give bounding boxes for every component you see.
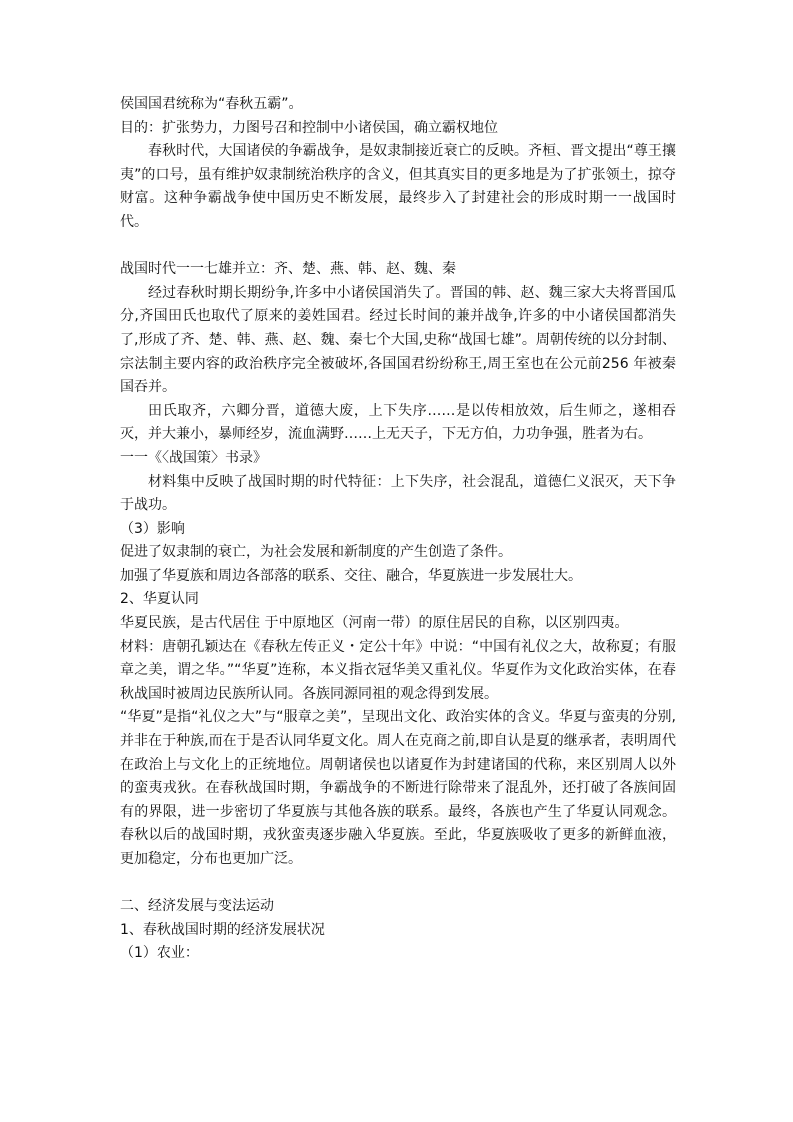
section-heading-huaxia-identity: 2、华夏认同	[120, 591, 199, 608]
section-heading-economic-development: 1、春秋战国时期的经济发展状况	[120, 921, 325, 938]
paragraph-huaxia-meaning: “华夏”是指“礼仪之大”与“服章之美”，呈现出文化、政治实体的含义。华夏与蛮夷的分别,并非在于种族,而在于是否认同华夏文化。周人在克商之前,即自认是夏的继承者，表明周代在政治上与文化上的正统地位。周朝诸侯也以诸夏作为封建诸国的代称，来区别周人以外的蛮夷戎狄。在春秋战国时期，争霸战争的不断进行除带来了混乱外，还打破了各族间固有的界限，进一步密切了华夏族与其他各族的联系。最终，各族也产生了华夏认同观念。春秋以后的战国时期，戎狄蛮夷逐步融入华夏族。至此，华夏族吸收了更多的新鲜血液，更加稳定，分布也更加广泛。	[120, 709, 676, 867]
document-body	[120, 93, 676, 966]
paragraph-purpose: 目的：扩张势力，力图号召和控制中小诸侯国，确立霸权地位	[120, 119, 498, 136]
paragraph-material-analysis: 材料集中反映了战国时期的时代特征：上下失序，社会混乱，道德仁义泯灭，天下争于战功。	[120, 473, 676, 514]
subheading-agriculture: （1）农业：	[120, 945, 199, 962]
section-heading-warring-states: 战国时代一一七雄并立：齐、楚、燕、韩、赵、魏、秦	[120, 261, 456, 278]
paragraph-warring-states-formation: 经过春秋时期长期纷争,许多中小诸侯国消失了。晋国的韩、赵、魏三家大夫将晋国瓜分,齐国田氏也取代了原来的姜姓国君。经过长时间的兼并战争,许多的中小诸侯国都消失了,形成了齐、楚、韩、燕、赵、魏、秦七个大国,史称“战国七雄”。周朝传统的以分封制、宗法制主要内容的政治秩序完全被破坏,各国国君纷纷称王,周王室也在公元前256 年被秦国吞并。	[120, 284, 676, 396]
paragraph-hegemony-war-analysis: 春秋时代，大国诸侯的争霸战争，是奴隶制接近衰亡的反映。齐桓、晋文提出“尊王攘夷”的口号，虽有维护奴隶制统治秩序的含义，但其真实目的更多地是为了扩张领土，掠夺财富。这种争霸战争使中国历史不断发展，最终步入了封建社会的形成时期一一战国时代。	[120, 143, 676, 230]
quote-source: 一一《〈战国策〉书录》	[120, 449, 267, 466]
paragraph-spring-autumn-hegemons: 侯国国君统称为“春秋五霸”。	[120, 96, 303, 112]
chapter-heading-economy-reform: 二、经济发展与变法运动	[120, 898, 274, 915]
blank-line	[120, 872, 676, 896]
paragraph-influence-1: 促进了奴隶制的衰亡，为社会发展和新制度的产生创造了条件。	[120, 544, 512, 561]
paragraph-material-kong-yingda: 材料：唐朝孔颖达在《春秋左传正义・定公十年》中说：“中国有礼仪之大，故称夏；有服章之美，谓之华。”“华夏”连称，本义指衣冠华美又重礼仪。华夏作为文化政治实体，在春秋战国时被周边民族所认同。各族同源同祖的观念得到发展。	[120, 638, 676, 702]
paragraph-huaxia-definition: 华夏民族，是古代居住 于中原地区（河南一带）的原住居民的自称，以区别四夷。	[120, 615, 629, 632]
subheading-influence: （3）影响	[120, 520, 185, 537]
quote-zhanguoce: 田氏取齐，六卿分晋，道德大废，上下失序……是以传相放效，后生师之，遂相吞灭，并大兼小，暴师经岁，流血满野……上无天子，下无方伯，力功争强，胜者为右。	[120, 402, 676, 443]
blank-line	[120, 235, 676, 259]
paragraph-influence-2: 加强了华夏族和周边各部落的联系、交往、融合，华夏族进一步发展壮大。	[120, 567, 582, 584]
